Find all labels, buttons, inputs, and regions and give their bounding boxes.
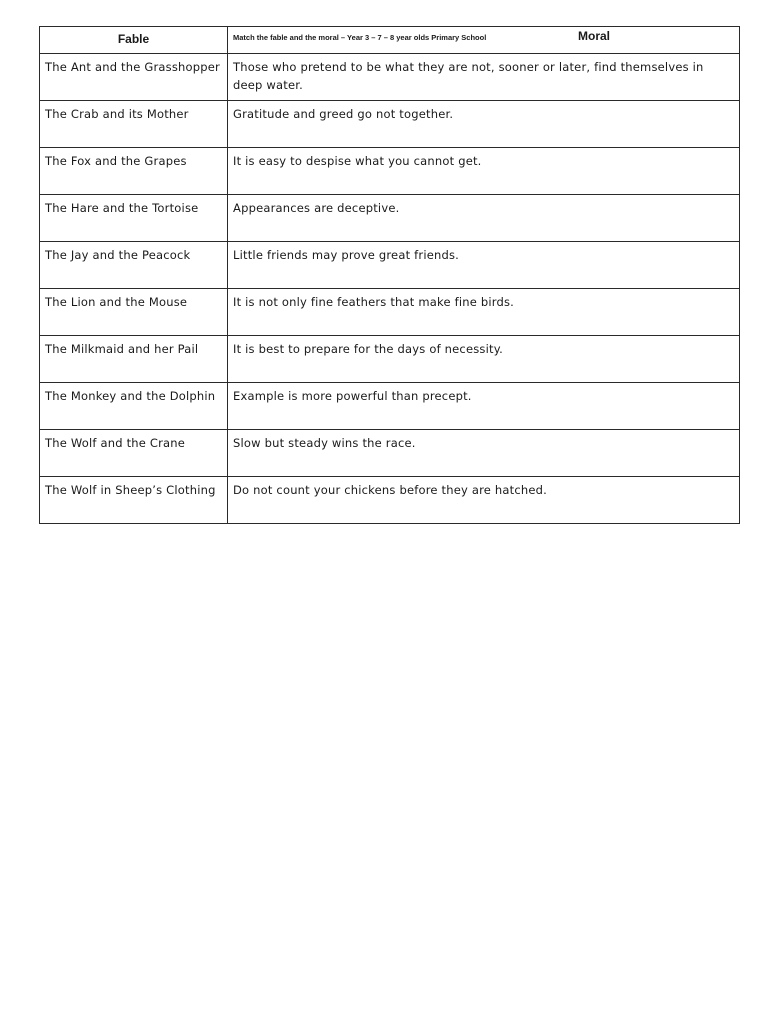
moral-cell <box>228 336 740 383</box>
fable-cell <box>40 383 228 430</box>
moral-cell <box>228 289 740 336</box>
moral-cell <box>228 54 740 101</box>
fable-cell <box>40 101 228 148</box>
worksheet-instructions: Match the fable and the moral – Year 3 – 7 – 8 year olds Primary School <box>233 33 487 42</box>
table-row <box>40 383 740 430</box>
table-row <box>40 242 740 289</box>
moral-cell <box>228 101 740 148</box>
fable-cell <box>40 289 228 336</box>
moral-text: It is best to prepare for the days of necessity. <box>233 342 503 356</box>
fable-cell <box>40 336 228 383</box>
table-row <box>40 54 740 101</box>
moral-column-label: Moral <box>578 29 611 43</box>
fable-cell <box>40 430 228 477</box>
moral-text: Those who pretend to be what they are not, sooner or later, find themselves in deep water. <box>233 60 704 92</box>
moral-column-header <box>228 27 740 54</box>
fable-cell <box>40 242 228 289</box>
moral-text: Slow but steady wins the race. <box>233 436 416 450</box>
table-row <box>40 289 740 336</box>
fable-cell <box>40 195 228 242</box>
moral-text: Do not count your chickens before they are hatched. <box>233 483 547 497</box>
moral-cell <box>228 430 740 477</box>
table-row <box>40 148 740 195</box>
fable-moral-table <box>39 26 740 524</box>
table-row <box>40 195 740 242</box>
moral-text: Gratitude and greed go not together. <box>233 107 454 121</box>
moral-text: It is not only fine feathers that make fine birds. <box>233 295 515 309</box>
fable-title: The Lion and the Mouse <box>45 295 188 309</box>
fable-title: The Wolf and the Crane <box>45 436 186 450</box>
fable-cell <box>40 54 228 101</box>
moral-cell <box>228 477 740 524</box>
table-row <box>40 101 740 148</box>
moral-text: It is easy to despise what you cannot get. <box>233 154 482 168</box>
moral-text: Appearances are deceptive. <box>233 201 400 215</box>
moral-cell <box>228 195 740 242</box>
fable-title: The Jay and the Peacock <box>45 248 191 262</box>
moral-text: Example is more powerful than precept. <box>233 389 472 403</box>
fable-title: The Ant and the Grasshopper <box>45 60 220 74</box>
moral-cell <box>228 383 740 430</box>
fable-title: The Crab and its Mother <box>45 107 189 121</box>
moral-cell <box>228 242 740 289</box>
table-header-row <box>40 27 740 54</box>
fable-column-header: Fable <box>40 27 228 54</box>
fable-title: The Milkmaid and her Pail <box>45 342 199 356</box>
table-row <box>40 477 740 524</box>
fable-title: The Hare and the Tortoise <box>45 201 199 215</box>
fable-title: The Monkey and the Dolphin <box>45 389 216 403</box>
moral-text: Little friends may prove great friends. <box>233 248 460 262</box>
fable-title: The Fox and the Grapes <box>45 154 187 168</box>
moral-cell <box>228 148 740 195</box>
fable-title: The Wolf in Sheep’s Clothing <box>45 483 216 497</box>
table-row <box>40 430 740 477</box>
fable-cell <box>40 477 228 524</box>
table-row <box>40 336 740 383</box>
fable-cell <box>40 148 228 195</box>
